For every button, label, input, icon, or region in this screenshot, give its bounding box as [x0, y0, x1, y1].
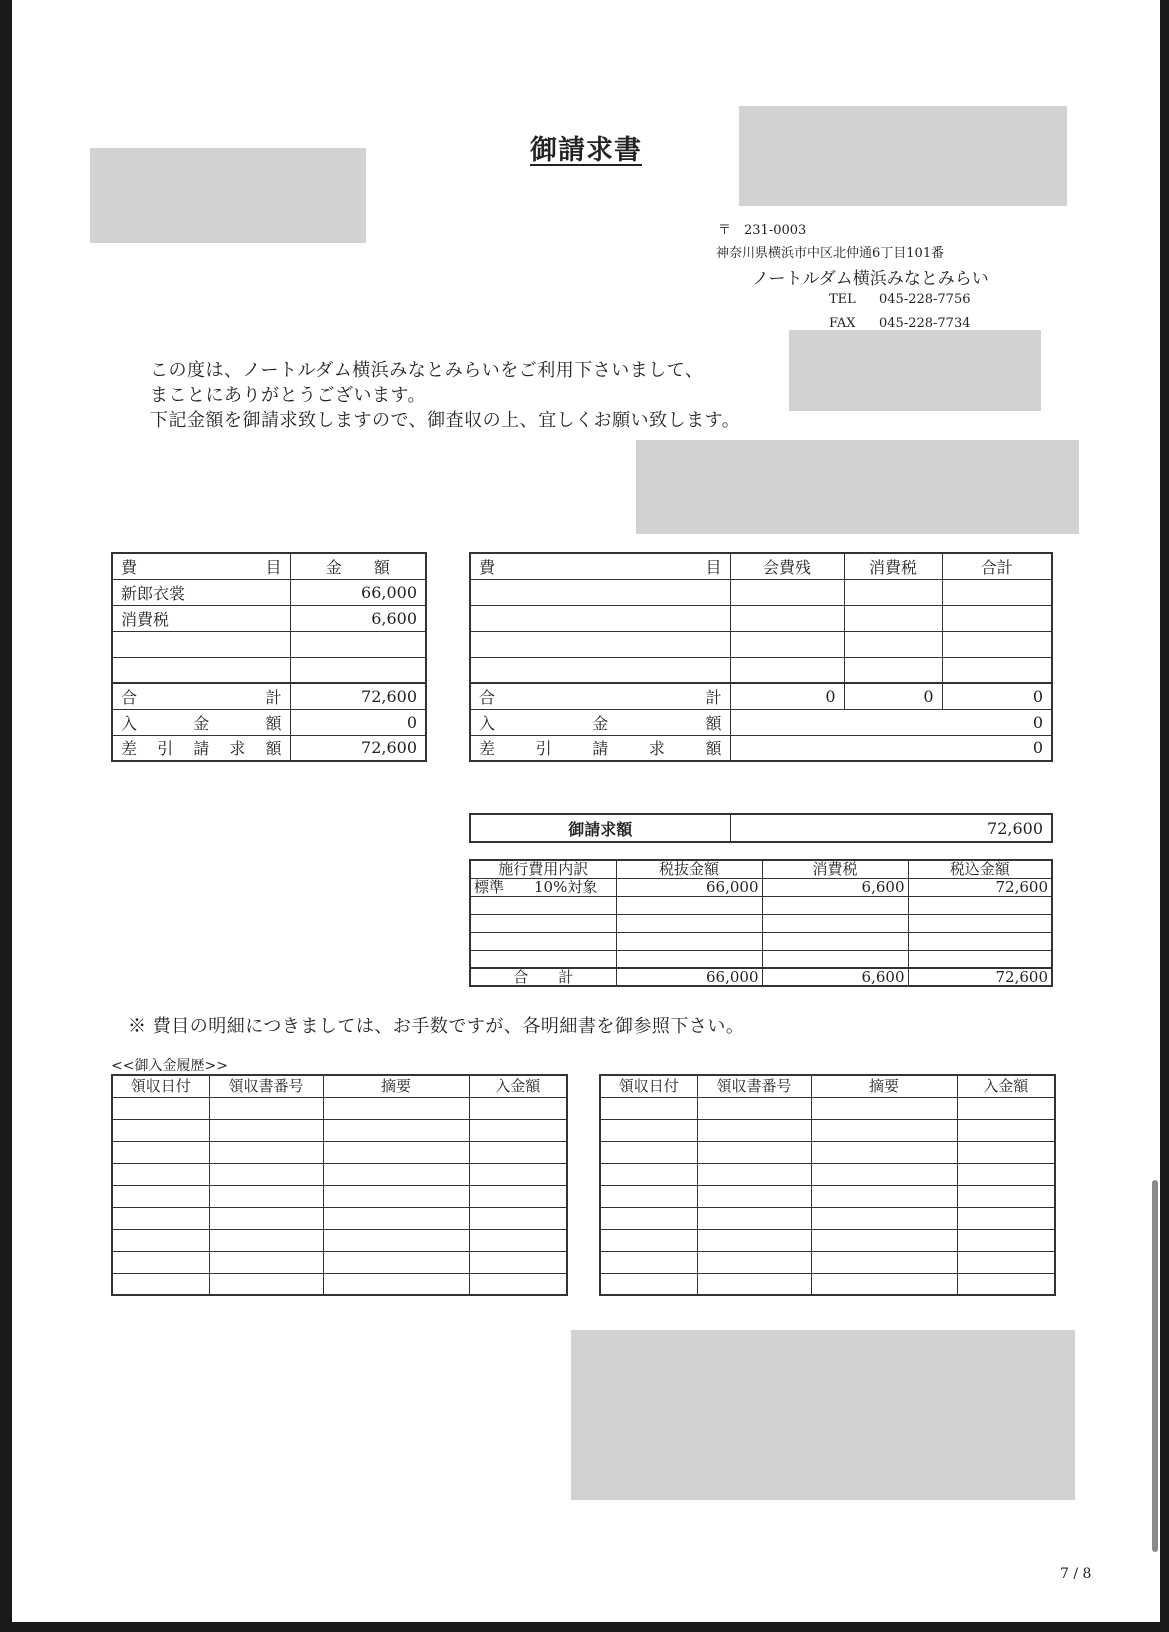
table-cell: [811, 1163, 957, 1185]
payment-history-label: <<御入金履歴>>: [111, 1058, 228, 1074]
table-row: [112, 605, 426, 631]
table-cell: [942, 605, 1052, 631]
table-row: [112, 1097, 567, 1119]
table-cell: [942, 579, 1052, 605]
table-row: [600, 1141, 1055, 1163]
redacted-block-recipient: [90, 148, 366, 243]
column-header: 費 目: [470, 553, 730, 579]
paid-amount: 0: [290, 709, 426, 735]
table-row: [600, 1273, 1055, 1295]
table-cell: [209, 1229, 323, 1251]
postal-code: 〒 231-0003: [718, 223, 807, 238]
column-header: 摘要: [323, 1075, 469, 1097]
fee-item: [112, 631, 290, 657]
fee-amount: [290, 631, 426, 657]
table-cell: [323, 1207, 469, 1229]
table-cell: [209, 1273, 323, 1295]
table-cell: [730, 579, 844, 605]
greeting-line: この度は、ノートルダム横浜みなとみらいをご利用下さいまして、: [150, 360, 704, 381]
table-cell: [697, 1119, 811, 1141]
fax-label: FAX: [829, 316, 856, 331]
paid-row: [112, 709, 426, 735]
table-cell: [600, 1229, 697, 1251]
table-cell: [957, 1163, 1055, 1185]
table-cell: [112, 1185, 209, 1207]
total-row: [112, 683, 426, 709]
column-header: 摘要: [811, 1075, 957, 1097]
invoice-amount-value: 72,600: [730, 814, 1052, 842]
column-header: 消費税: [762, 860, 908, 878]
table-cell: [957, 1229, 1055, 1251]
balance-label: 差 引 請 求 額: [470, 735, 730, 761]
table-cell: [844, 631, 942, 657]
balance-amount: 0: [730, 735, 1052, 761]
fee-item: 新郎衣裳: [112, 579, 290, 605]
column-header: 金 額: [290, 553, 426, 579]
table-cell: [762, 950, 908, 968]
table-cell: [942, 657, 1052, 683]
table-row: [470, 878, 1052, 896]
table-cell: [112, 1119, 209, 1141]
table-cell: [811, 1141, 957, 1163]
table-cell: [942, 631, 1052, 657]
balance-row: [112, 735, 426, 761]
table-header-row: [600, 1075, 1055, 1097]
invoice-amount-table: [469, 813, 1053, 843]
column-header: 領収書番号: [209, 1075, 323, 1097]
fee-summary-table: [111, 552, 427, 762]
breakdown-label: 標準 10%対象: [470, 878, 616, 896]
column-header: 消費税: [844, 553, 942, 579]
table-row: [112, 1163, 567, 1185]
table-cell: [209, 1251, 323, 1273]
table-cell: [957, 1119, 1055, 1141]
table-cell: [112, 1251, 209, 1273]
table-row: [470, 896, 1052, 914]
table-cell: [600, 1119, 697, 1141]
fee-item: 消費税: [112, 605, 290, 631]
table-cell: [957, 1097, 1055, 1119]
table-row: [470, 950, 1052, 968]
tel-label: TEL: [829, 292, 856, 307]
breakdown-tax: 6,600: [762, 878, 908, 896]
table-cell: [616, 914, 762, 932]
table-header-row: [112, 1075, 567, 1097]
paid-label: 入 金 額: [470, 709, 730, 735]
table-cell: [697, 1251, 811, 1273]
table-header-row: [470, 860, 1052, 878]
redacted-block-info: [636, 440, 1079, 534]
table-row: [112, 1273, 567, 1295]
paid-label: 入 金 額: [112, 709, 290, 735]
table-row: [112, 1141, 567, 1163]
table-cell: [908, 932, 1052, 950]
table-cell: [697, 1141, 811, 1163]
payment-history-table-left: [111, 1074, 568, 1296]
greeting-line: 下記金額を御請求致しますので、御査収の上、宜しくお願い致します。: [150, 410, 741, 431]
table-cell: [112, 1141, 209, 1163]
table-cell: [730, 657, 844, 683]
table-cell: [908, 914, 1052, 932]
balance-label: 差 引 請 求 額: [112, 735, 290, 761]
table-cell: [112, 1207, 209, 1229]
total-row: [470, 968, 1052, 986]
table-cell: [469, 1119, 567, 1141]
table-row: [112, 631, 426, 657]
column-header: 施行費用内訳: [470, 860, 616, 878]
table-row: [470, 631, 1052, 657]
table-cell: [600, 1251, 697, 1273]
table-cell: [844, 605, 942, 631]
payment-history-table-right: [599, 1074, 1056, 1296]
table-cell: [957, 1273, 1055, 1295]
column-header: 会費残: [730, 553, 844, 579]
table-cell: [323, 1163, 469, 1185]
table-row: [600, 1097, 1055, 1119]
membership-fee-table: [469, 552, 1053, 762]
table-cell: [209, 1185, 323, 1207]
greeting-line: まことにありがとうございます。: [150, 385, 427, 406]
table-cell: [112, 1097, 209, 1119]
table-cell: [697, 1097, 811, 1119]
table-row: [112, 579, 426, 605]
column-header: 領収日付: [600, 1075, 697, 1097]
redacted-block-stamp: [789, 330, 1041, 411]
table-cell: [470, 914, 616, 932]
table-cell: [844, 657, 942, 683]
table-cell: [957, 1251, 1055, 1273]
company-address: 神奈川県横浜市中区北仲通6丁目101番: [716, 246, 945, 261]
table-cell: [470, 605, 730, 631]
table-row: [470, 579, 1052, 605]
breakdown-net: 66,000: [616, 878, 762, 896]
table-cell: [323, 1251, 469, 1273]
total-net: 66,000: [616, 968, 762, 986]
table-cell: [323, 1119, 469, 1141]
redacted-block-logo: [739, 106, 1067, 206]
column-header: 領収日付: [112, 1075, 209, 1097]
invoice-amount-row: [470, 814, 1052, 842]
table-cell: [470, 896, 616, 914]
table-cell: [600, 1141, 697, 1163]
table-cell: [616, 896, 762, 914]
fee-amount: 6,600: [290, 605, 426, 631]
table-cell: [811, 1119, 957, 1141]
reference-note: ※ 費目の明細につきましては、お手数ですが、各明細書を御参照下さい。: [128, 1016, 745, 1037]
table-cell: [762, 914, 908, 932]
table-cell: [112, 1163, 209, 1185]
table-cell: [470, 950, 616, 968]
total-tax: 0: [844, 683, 942, 709]
table-cell: [209, 1119, 323, 1141]
table-cell: [469, 1251, 567, 1273]
balance-amount: 72,600: [290, 735, 426, 761]
total-tax: 6,600: [762, 968, 908, 986]
page-number: 7 / 8: [1060, 1566, 1092, 1582]
column-header: 入金額: [469, 1075, 567, 1097]
table-cell: [470, 631, 730, 657]
table-cell: [470, 579, 730, 605]
table-cell: [469, 1141, 567, 1163]
table-cell: [323, 1273, 469, 1295]
table-cell: [762, 932, 908, 950]
paid-amount: 0: [730, 709, 1052, 735]
breakdown-gross: 72,600: [908, 878, 1052, 896]
total-amount: 72,600: [290, 683, 426, 709]
table-cell: [600, 1163, 697, 1185]
table-cell: [811, 1207, 957, 1229]
table-cell: [209, 1207, 323, 1229]
table-row: [112, 1185, 567, 1207]
table-row: [112, 1229, 567, 1251]
table-cell: [616, 932, 762, 950]
table-cell: [697, 1163, 811, 1185]
cost-breakdown-table: [469, 859, 1053, 987]
table-cell: [470, 657, 730, 683]
table-cell: [469, 1229, 567, 1251]
table-cell: [112, 1229, 209, 1251]
table-cell: [323, 1185, 469, 1207]
table-cell: [811, 1273, 957, 1295]
fee-amount: [290, 657, 426, 683]
table-cell: [600, 1207, 697, 1229]
table-cell: [209, 1097, 323, 1119]
company-name: ノートルダム横浜みなとみらい: [752, 269, 989, 289]
table-cell: [469, 1207, 567, 1229]
table-cell: [112, 1273, 209, 1295]
table-cell: [697, 1273, 811, 1295]
table-header-row: [112, 553, 426, 579]
column-header: 領収書番号: [697, 1075, 811, 1097]
table-row: [600, 1251, 1055, 1273]
total-label: 合 計: [470, 968, 616, 986]
total-gross: 72,600: [908, 968, 1052, 986]
table-row: [112, 1207, 567, 1229]
table-cell: [811, 1097, 957, 1119]
column-header: 合計: [942, 553, 1052, 579]
column-header: 入金額: [957, 1075, 1055, 1097]
table-cell: [908, 950, 1052, 968]
column-header: 税込金額: [908, 860, 1052, 878]
table-cell: [762, 896, 908, 914]
table-cell: [811, 1185, 957, 1207]
table-cell: [616, 950, 762, 968]
table-row: [112, 1119, 567, 1141]
table-row: [600, 1229, 1055, 1251]
table-cell: [730, 631, 844, 657]
balance-row: [470, 735, 1052, 761]
table-header-row: [470, 553, 1052, 579]
table-cell: [697, 1229, 811, 1251]
document-title: 御請求書: [530, 135, 642, 166]
table-cell: [209, 1141, 323, 1163]
table-row: [112, 1251, 567, 1273]
table-row: [600, 1207, 1055, 1229]
table-cell: [957, 1185, 1055, 1207]
table-cell: [730, 605, 844, 631]
table-row: [470, 932, 1052, 950]
table-cell: [323, 1141, 469, 1163]
scrollbar[interactable]: [1152, 1180, 1158, 1552]
table-cell: [323, 1229, 469, 1251]
table-cell: [811, 1251, 957, 1273]
total-row: [470, 683, 1052, 709]
table-cell: [323, 1097, 469, 1119]
total-label: 合 計: [112, 683, 290, 709]
table-cell: [470, 932, 616, 950]
table-row: [600, 1119, 1055, 1141]
fee-amount: 66,000: [290, 579, 426, 605]
table-cell: [469, 1097, 567, 1119]
table-row: [470, 605, 1052, 631]
fee-item: [112, 657, 290, 683]
table-cell: [209, 1163, 323, 1185]
table-cell: [469, 1163, 567, 1185]
table-cell: [469, 1185, 567, 1207]
document-page: [12, 0, 1160, 1622]
table-cell: [844, 579, 942, 605]
tel-number: 045-228-7756: [879, 292, 971, 307]
table-cell: [697, 1207, 811, 1229]
redacted-block-bottom: [571, 1330, 1075, 1500]
table-cell: [469, 1273, 567, 1295]
total-label: 合 計: [470, 683, 730, 709]
fax-number: 045-228-7734: [879, 316, 971, 331]
table-row: [112, 657, 426, 683]
table-cell: [957, 1141, 1055, 1163]
table-cell: [811, 1229, 957, 1251]
total-sum: 0: [942, 683, 1052, 709]
table-row: [470, 914, 1052, 932]
table-cell: [600, 1273, 697, 1295]
table-cell: [957, 1207, 1055, 1229]
table-row: [470, 657, 1052, 683]
column-header: 費 目: [112, 553, 290, 579]
table-cell: [600, 1097, 697, 1119]
invoice-amount-label: 御請求額: [470, 814, 730, 842]
table-cell: [697, 1185, 811, 1207]
greeting-text: [150, 358, 740, 433]
column-header: 税抜金額: [616, 860, 762, 878]
paid-row: [470, 709, 1052, 735]
table-row: [600, 1185, 1055, 1207]
table-cell: [600, 1185, 697, 1207]
table-cell: [908, 896, 1052, 914]
table-row: [600, 1163, 1055, 1185]
total-member-balance: 0: [730, 683, 844, 709]
